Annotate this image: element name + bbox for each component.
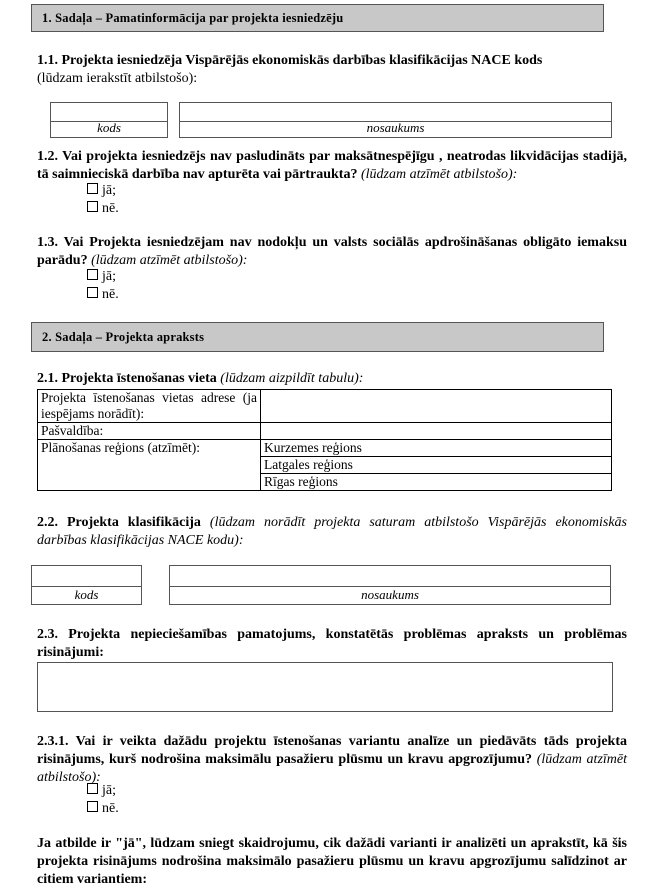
address-label: Projekta īstenošanas vietas adrese (ja iespējams norādīt): xyxy=(38,390,261,423)
checkbox-icon[interactable] xyxy=(87,783,98,794)
project-name-input-row xyxy=(170,566,610,587)
table-row xyxy=(38,390,612,423)
q231-option-no-label: nē. xyxy=(102,801,119,816)
region-label: Plānošanas reģions (atzīmēt): xyxy=(38,440,261,491)
question-2-2 xyxy=(37,514,627,550)
q231-option-no[interactable] xyxy=(87,800,119,818)
question-1-2-hint: (lūdzam atzīmēt atbilstošo): xyxy=(360,167,518,182)
nace-code-field[interactable] xyxy=(50,102,168,138)
q13-option-no[interactable] xyxy=(87,286,119,304)
question-1-2 xyxy=(37,148,627,184)
municipality-label: Pašvaldība: xyxy=(38,423,261,440)
q13-option-yes-label: jā; xyxy=(102,269,116,284)
question-2-1-text: 2.1. Projekta īstenošanas vieta xyxy=(37,371,217,386)
q13-option-no-label: nē. xyxy=(102,287,119,302)
project-name-label: nosaukums xyxy=(361,587,419,602)
question-if-yes-text: Ja atbilde ir "jā", lūdzam sniegt skaidrojumu, cik dažādi varianti ir analizēti un aprakstīt, kā šis projekta risinājums nodrošina maksimālo pasažieru plūsmu un kravu apgrozījumu salīdzinot ar citiem variantiem: xyxy=(37,836,627,887)
question-1-3-hint: (lūdzam atzīmēt atbilstošo): xyxy=(91,253,248,268)
checkbox-icon[interactable] xyxy=(87,287,98,298)
question-1-1 xyxy=(37,52,627,88)
address-input[interactable] xyxy=(261,390,612,423)
question-2-3-1-hint: (lūdzam atzīmēt atbilstošo): xyxy=(37,752,627,785)
question-if-yes xyxy=(37,835,627,889)
project-nace-name-field[interactable] xyxy=(169,565,611,605)
checkbox-icon[interactable] xyxy=(87,183,98,194)
question-1-1-hint: (lūdzam ierakstīt atbilstošo): xyxy=(37,71,198,86)
question-2-2-text: 2.2. Projekta klasifikācija xyxy=(37,515,201,530)
nace-name-field[interactable] xyxy=(179,102,612,138)
q12-option-yes[interactable] xyxy=(87,182,116,200)
justification-textarea[interactable] xyxy=(37,662,613,712)
question-1-1-text: 1.1. Projekta iesniedzēja Vispārējās ekonomiskās darbības klasifikācijas NACE kods xyxy=(37,53,543,68)
location-table xyxy=(37,389,612,491)
section-2-header: 2. Sadaļa – Projekta apraksts xyxy=(31,322,604,352)
checkbox-icon[interactable] xyxy=(87,201,98,212)
project-code-label: kods xyxy=(74,587,99,602)
question-2-3-1 xyxy=(37,733,627,787)
question-2-1-hint: (lūdzam aizpildīt tabulu): xyxy=(220,371,364,386)
question-2-3-1-text: 2.3.1. Vai ir veikta dažādu projektu īstenošanas variantu analīze un piedāvāts tāds projekta risinājums, kurš nodrošina maksimālu pasažieru plūsmu un kravu apgrozījumu? xyxy=(37,734,627,767)
checkbox-icon[interactable] xyxy=(87,801,98,812)
project-code-input-row xyxy=(32,566,141,587)
section-1-header: 1. Sadaļa – Pamatinformācija par projekta iesniedzēju xyxy=(31,4,604,32)
q231-option-yes-label: jā; xyxy=(102,783,116,798)
question-2-3 xyxy=(37,626,627,662)
checkbox-icon[interactable] xyxy=(87,269,98,280)
municipality-input[interactable] xyxy=(261,423,612,440)
nace-name-label: nosaukums xyxy=(366,120,425,135)
question-1-3 xyxy=(37,234,627,270)
q12-option-no[interactable] xyxy=(87,200,119,218)
question-1-3-text: 1.3. Vai Projekta iesniedzējam nav nodokļu un valsts sociālās apdrošināšanas obligāto iemaksu parādu? xyxy=(37,235,627,268)
nace-code-label: kods xyxy=(97,120,121,135)
project-nace-code-field[interactable] xyxy=(31,565,142,605)
table-row xyxy=(38,423,612,440)
table-row xyxy=(38,440,612,457)
q231-option-yes[interactable] xyxy=(87,782,116,800)
question-2-3-text: 2.3. Projekta nepieciešamības pamatojums, konstatētās problēmas apraksts un problēmas risinājumi: xyxy=(37,627,627,660)
question-2-2-hint: (lūdzam norādīt projekta saturam atbilstošo Vispārējās ekonomiskās darbības klasifikācijas NACE kodu): xyxy=(37,515,627,548)
question-2-1 xyxy=(37,370,627,388)
q13-option-yes[interactable] xyxy=(87,268,116,286)
question-1-2-text: 1.2. Vai projekta iesniedzējs nav pasludināts par maksātnespējīgu , neatrodas likvidācijas stadijā, tā saimnieciskā darbība nav apturēta vai pārtraukta? xyxy=(37,149,627,182)
region-option-kurzeme[interactable]: Kurzemes reģions xyxy=(261,440,612,457)
region-option-latgale[interactable]: Latgales reģions xyxy=(261,457,612,474)
region-option-riga[interactable]: Rīgas reģions xyxy=(261,474,612,491)
q12-option-no-label: nē. xyxy=(102,201,119,216)
q12-option-yes-label: jā; xyxy=(102,183,116,198)
